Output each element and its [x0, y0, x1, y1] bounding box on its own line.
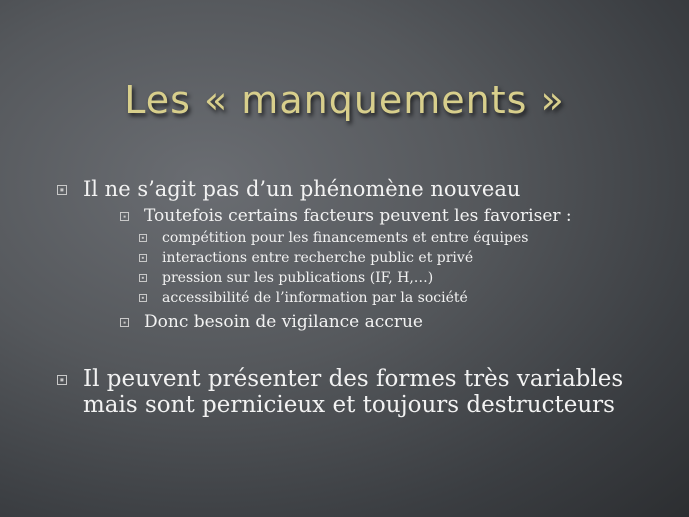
bullet-text — [83, 366, 623, 418]
bullet-level3 — [139, 290, 468, 306]
bullet-level1 — [57, 366, 623, 418]
slide-title: Les « manquements » — [124, 78, 565, 122]
bullet-text: Donc besoin de vigilance accrue — [144, 312, 423, 332]
square-bullet-icon — [57, 375, 67, 385]
bullet-level3 — [139, 230, 528, 246]
bullet-level1 — [57, 177, 520, 201]
square-bullet-icon — [139, 234, 147, 242]
square-bullet-icon — [139, 274, 147, 282]
bullet-level2 — [120, 206, 572, 226]
square-bullet-icon — [57, 185, 67, 195]
square-bullet-icon — [120, 212, 129, 221]
bullet-text-line1: Il peuvent présenter des formes très variables — [83, 366, 624, 392]
bullet-text: interactions entre recherche public et privé — [162, 250, 474, 266]
bullet-text: compétition pour les financements et entre équipes — [162, 230, 529, 246]
square-bullet-icon — [120, 318, 129, 327]
square-bullet-icon — [139, 294, 147, 302]
bullet-text: pression sur les publications (IF, H,…) — [162, 270, 434, 286]
bullet-text: Toutefois certains facteurs peuvent les favoriser : — [144, 206, 572, 226]
bullet-level3 — [139, 270, 433, 286]
bullet-level3 — [139, 250, 473, 266]
bullet-level2 — [120, 312, 423, 332]
bullet-text: Il ne s’agit pas d’un phénomène nouveau — [83, 177, 521, 201]
bullet-text-line2: mais sont pernicieux et toujours destructeurs — [83, 392, 615, 418]
square-bullet-icon — [139, 254, 147, 262]
bullet-text: accessibilité de l’information par la société — [162, 290, 468, 306]
